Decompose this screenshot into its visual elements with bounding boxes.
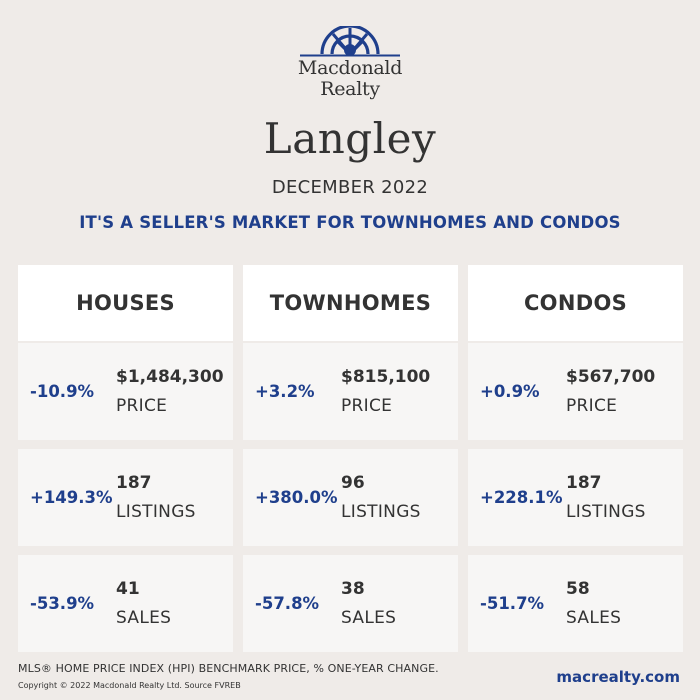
stat-value: 187	[566, 472, 602, 493]
sunrise-arch-logo-icon	[300, 26, 400, 58]
houses-listings-card	[18, 449, 233, 546]
website-link[interactable]: macrealty.com	[556, 668, 680, 686]
condos-sales-card	[468, 555, 683, 652]
brand-name-line1: Macdonald	[297, 57, 403, 79]
percent-change: +380.0%	[255, 488, 338, 507]
houses-sales-card	[18, 555, 233, 652]
column-header-townhomes: TOWNHOMES	[243, 265, 458, 341]
stat-label: PRICE	[116, 395, 168, 416]
market-stats-grid	[18, 265, 683, 652]
stat-value: $567,700	[566, 366, 656, 387]
stat-value: 38	[341, 578, 365, 599]
stat-value: 41	[116, 578, 140, 599]
percent-change: +3.2%	[255, 382, 315, 401]
stat-value: 58	[566, 578, 590, 599]
stat-label: SALES	[566, 607, 622, 628]
copyright-notice: Copyright © 2022 Macdonald Realty Ltd. Source FVREB	[18, 681, 241, 690]
condos-column	[468, 265, 683, 652]
methodology-footnote: MLS® HOME PRICE INDEX (HPI) BENCHMARK PRICE, % ONE-YEAR CHANGE.	[18, 662, 439, 675]
percent-change: -51.7%	[480, 594, 545, 613]
brand-logo	[0, 26, 700, 100]
percent-change: -57.8%	[255, 594, 320, 613]
column-header-houses: HOUSES	[18, 265, 233, 341]
stat-label: PRICE	[566, 395, 618, 416]
stat-label: LISTINGS	[341, 501, 421, 522]
stat-label: SALES	[341, 607, 397, 628]
stat-label: PRICE	[341, 395, 393, 416]
percent-change: +228.1%	[480, 488, 563, 507]
percent-change: +149.3%	[30, 488, 113, 507]
stat-value: 187	[116, 472, 152, 493]
column-header-condos: CONDOS	[468, 265, 683, 341]
market-headline: IT'S A SELLER'S MARKET FOR TOWNHOMES AND CONDOS	[79, 213, 621, 232]
stat-value: $815,100	[341, 366, 431, 387]
houses-price-card	[18, 343, 233, 440]
houses-column	[18, 265, 233, 652]
stat-label: LISTINGS	[116, 501, 196, 522]
stat-label: LISTINGS	[566, 501, 646, 522]
percent-change: +0.9%	[480, 382, 540, 401]
townhomes-column	[243, 265, 458, 652]
stat-label: SALES	[116, 607, 172, 628]
townhomes-price-card	[243, 343, 458, 440]
condos-listings-card	[468, 449, 683, 546]
percent-change: -53.9%	[30, 594, 95, 613]
brand-name-line2: Realty	[320, 78, 380, 100]
stat-value: $1,484,300	[116, 366, 224, 387]
townhomes-sales-card	[243, 555, 458, 652]
condos-price-card	[468, 343, 683, 440]
townhomes-listings-card	[243, 449, 458, 546]
report-month: DECEMBER 2022	[271, 177, 429, 198]
percent-change: -10.9%	[30, 382, 95, 401]
city-title: Langley	[263, 114, 437, 163]
stat-value: 96	[341, 472, 365, 493]
